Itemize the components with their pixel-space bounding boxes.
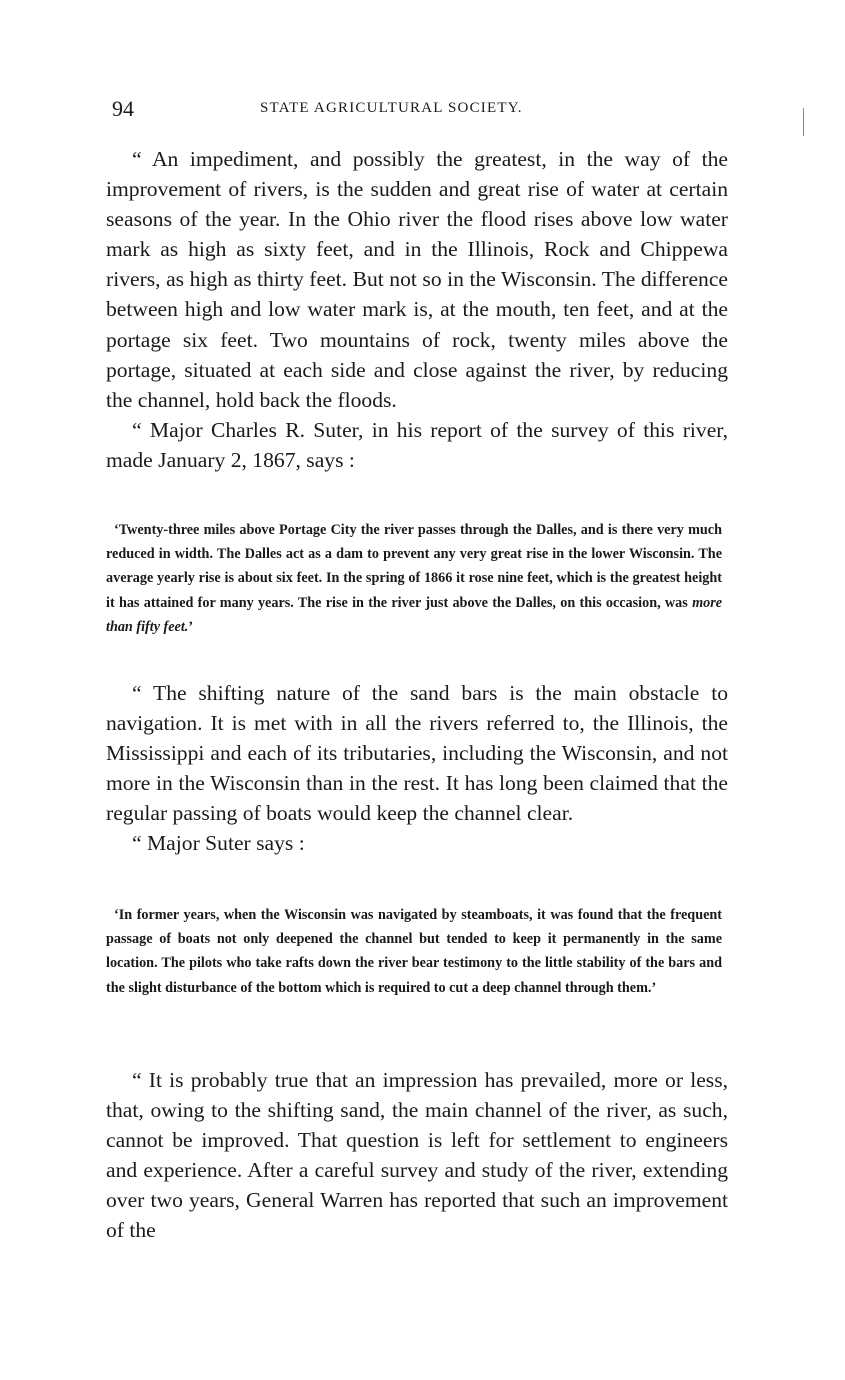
paragraph-suter-intro: “ Major Charles R. Suter, in his report of the survey of this river, made January 2, 1867, says : — [106, 417, 728, 472]
running-head: STATE AGRICULTURAL SOCIETY. — [260, 100, 523, 116]
page-number: 94 — [112, 96, 134, 121]
block-quote-dalles — [106, 518, 722, 639]
text-block-1 — [106, 144, 728, 475]
text-block-3 — [106, 1065, 728, 1246]
paragraph-sand-bars: “ The shifting nature of the sand bars is the main obstacle to navigation. It is met with in all the rivers referred to, the Illinois, the Mississippi and each of its tributaries, including the Wisconsin, and not more in the Wisconsin than in the rest. It has long been claimed that the regular passing of boats would keep the channel clear. — [106, 681, 728, 826]
text-block-2 — [106, 678, 728, 859]
quote-paragraph: ‘In former years, when the Wisconsin was navigated by steamboats, it was found that the frequent passage of boats not only deepened the channel but tended to keep it permanently in the same location. The pilots who take rafts down the river bear testimony to the little stability of the bars and the slight disturbance of the bottom which is required to cut a deep channel through them.’ — [106, 907, 722, 996]
paragraph-impediment: “ An impediment, and possibly the greatest, in the way of the improvement of rivers, is the sudden and great rise of water at certain seasons of the year. In the Ohio river the flood rises above low water mark as high as sixty feet, and in the Illinois, Rock and Chippewa rivers, as high as thirty feet. But not so in the Wisconsin. The difference between high and low water mark is, at the mouth, ten feet, and at the portage six feet. Two mountains of rock, twenty miles above the portage, situated at each side and close against the river, by reducing the channel, hold back the floods. — [106, 147, 728, 412]
paragraph-impression: “ It is probably true that an impression has prevailed, more or less, that, owing to the shifting sand, the main channel of the river, as such, cannot be improved. That question is left for settlement to engineers and experience. After a careful survey and study of the river, extending over two years, General Warren has reported that such an improvement of the — [106, 1068, 728, 1243]
quote-paragraph — [106, 518, 722, 639]
paragraph-suter-says: “ Major Suter says : — [132, 831, 305, 856]
quote-emphasis: more than fifty feet. — [106, 594, 723, 635]
quote-text: ‘Twenty-three miles above Portage City the river passes through the Dalles, and is there very much reduced in width. The Dalles act as a dam to prevent any very great rise in the lower Wisconsin. The average yearly rise is about six feet. In the spring of 1866 it rose nine feet, which is the greatest height it has attained for many years. The rise in the river just above the Dalles, on this occasion, was — [106, 522, 722, 611]
page-header — [112, 96, 582, 126]
margin-mark — [803, 108, 804, 136]
block-quote-steamboats — [106, 903, 722, 1000]
quote-close: ’ — [188, 618, 194, 635]
